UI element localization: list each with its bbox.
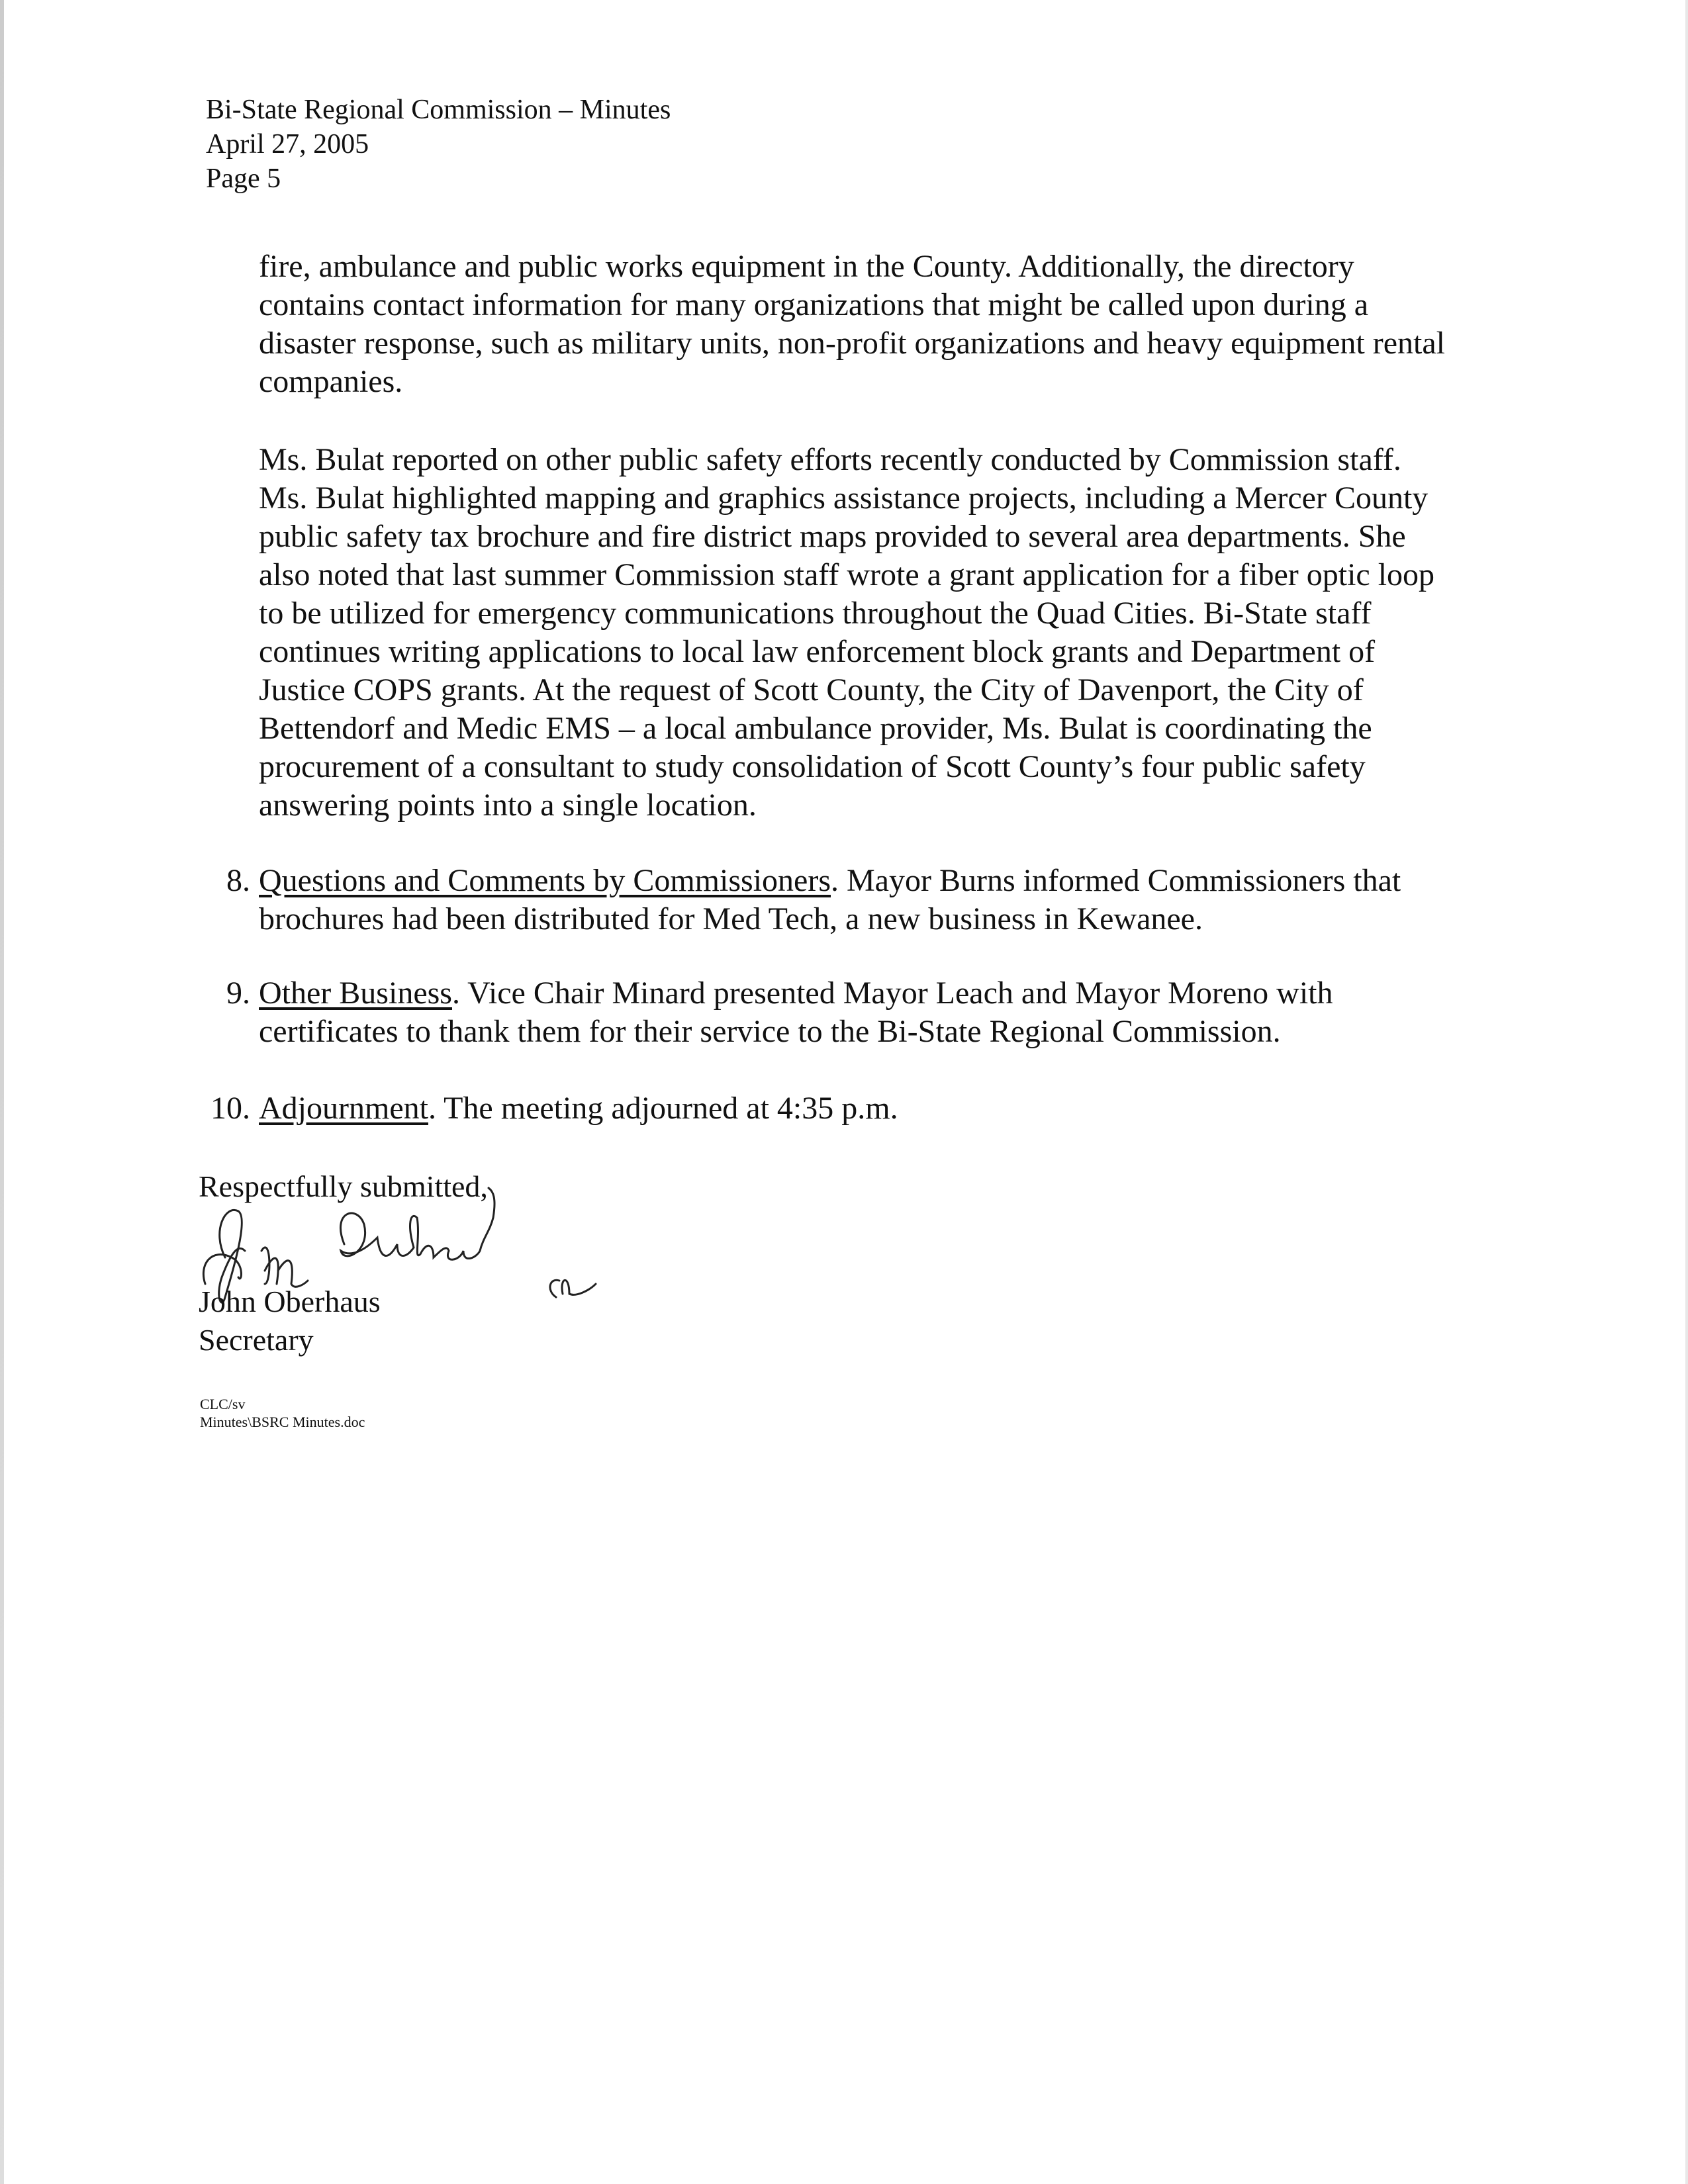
item-number: 8. bbox=[226, 863, 250, 898]
text-line: continues writing applications to local law enforcement block grants and Department of bbox=[259, 634, 1376, 669]
text-line: contains contact information for many organizations that might be called upon during a bbox=[259, 287, 1368, 322]
scan-edge-right bbox=[1685, 0, 1688, 2184]
paragraph-directory bbox=[259, 248, 1517, 401]
text-line: Bettendorf and Medic EMS – a local ambulance provider, Ms. Bulat is coordinating the bbox=[259, 711, 1372, 746]
text-line: disaster response, such as military units, non-profit organizations and heavy equipment rental bbox=[259, 326, 1446, 361]
scan-edge-left bbox=[0, 0, 4, 2184]
text-line: Justice COPS grants. At the request of Scott County, the City of Davenport, the City of bbox=[259, 672, 1364, 707]
item-text: certificates to thank them for their service to the Bi-State Regional Commission. bbox=[259, 1014, 1281, 1049]
paragraph-public-safety bbox=[259, 441, 1517, 825]
signer-name: John Oberhaus bbox=[199, 1285, 381, 1318]
document-title: Bi-State Regional Commission – Minutes bbox=[206, 95, 671, 125]
item-number: 9. bbox=[226, 976, 250, 1011]
text-line: to be utilized for emergency communications throughout the Quad Cities. Bi-State staff bbox=[259, 596, 1372, 631]
closing-salutation: Respectfully submitted, bbox=[199, 1169, 488, 1203]
item-heading: Adjournment bbox=[259, 1091, 428, 1126]
text-line: Ms. Bulat reported on other public safety efforts recently conducted by Commission staff. bbox=[259, 442, 1401, 477]
item-text: brochures had been distributed for Med Tech, a new business in Kewanee. bbox=[259, 901, 1203, 936]
item-heading: Questions and Comments by Commissioners bbox=[259, 863, 831, 898]
item-text: . Vice Chair Minard presented Mayor Leach and Mayor Moreno with bbox=[451, 976, 1333, 1011]
text-line: public safety tax brochure and fire district maps provided to several area departments. She bbox=[259, 519, 1406, 554]
document-footer bbox=[200, 1395, 365, 1431]
item-number: 10. bbox=[211, 1091, 250, 1126]
page-number: Page 5 bbox=[206, 163, 281, 194]
text-line: also noted that last summer Commission staff wrote a grant application for a fiber optic loop bbox=[259, 557, 1435, 592]
item-text: . The meeting adjourned at 4:35 p.m. bbox=[428, 1091, 898, 1126]
text-line: procurement of a consultant to study consolidation of Scott County’s four public safety bbox=[259, 749, 1366, 784]
text-line: Ms. Bulat highlighted mapping and graphics assistance projects, including a Mercer County bbox=[259, 480, 1429, 516]
text-line: fire, ambulance and public works equipment in the County. Additionally, the directory bbox=[259, 249, 1354, 284]
page-header bbox=[206, 93, 671, 196]
item-heading: Other Business bbox=[259, 976, 452, 1011]
signer-title: Secretary bbox=[199, 1323, 314, 1357]
file-path: Minutes\BSRC Minutes.doc bbox=[200, 1414, 365, 1430]
item-text: . Mayor Burns informed Commissioners that bbox=[831, 863, 1401, 898]
typist-initials: CLC/sv bbox=[200, 1396, 246, 1412]
meeting-date: April 27, 2005 bbox=[206, 129, 369, 159]
text-line: companies. bbox=[259, 364, 403, 399]
text-line: answering points into a single location. bbox=[259, 788, 757, 823]
